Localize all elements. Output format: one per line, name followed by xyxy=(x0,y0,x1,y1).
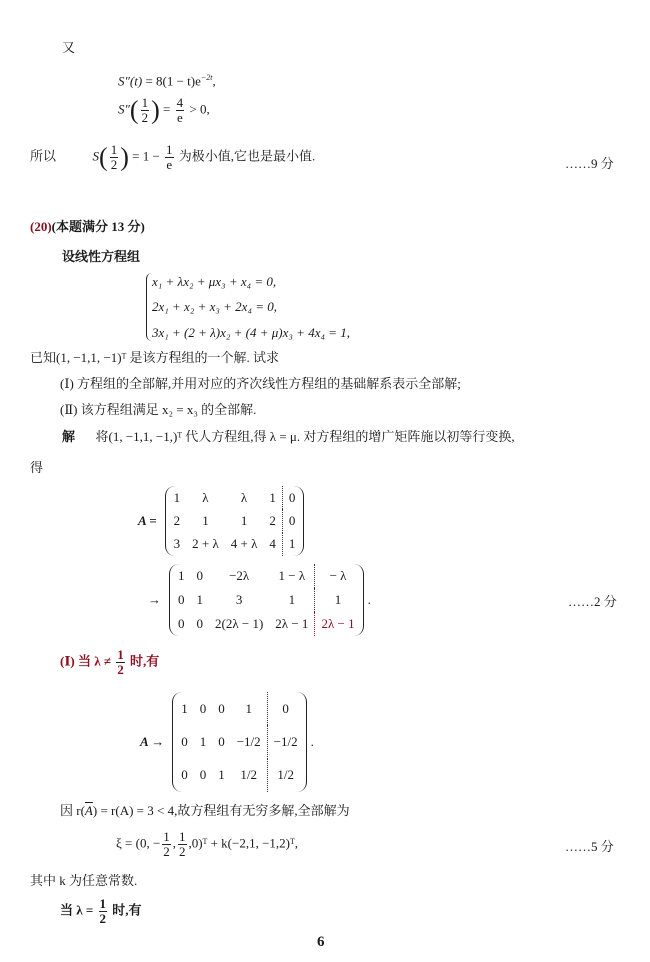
matrix-cell: 1/2 xyxy=(267,759,303,792)
question-points: (本题满分 13 分) xyxy=(51,219,145,234)
augmented-matrix-row xyxy=(138,486,304,556)
matrix-cell: 1 xyxy=(245,700,252,716)
case-prefix: (Ⅰ) 当 λ ≠ xyxy=(60,653,112,669)
fraction: $\frac{1}{2}$ xyxy=(163,829,170,859)
eq-rhs: = 8(1 − t)e xyxy=(145,73,201,89)
question-20-header xyxy=(30,219,145,235)
case-1-heading xyxy=(60,648,159,677)
matrix-cell: 1 xyxy=(218,767,225,783)
augmented-matrix xyxy=(165,486,305,556)
matrix-cell: 0 xyxy=(282,509,301,532)
case-suffix: 时,有 xyxy=(130,653,160,669)
matrix-cell: 0 xyxy=(218,733,225,749)
matrix-cell: 1 xyxy=(269,489,276,505)
given-text: 已知(1, −1,1, −1)ᵀ 是该方程组的一个解. 试求 xyxy=(30,350,280,365)
matrix-row xyxy=(168,486,302,509)
eq-lhs: S″(t) xyxy=(118,73,143,89)
matrix-cell: 2λ − 1 xyxy=(315,612,361,636)
fraction: $\frac{1}{2}$ xyxy=(117,647,124,677)
matrix-cell: 1 xyxy=(181,700,188,716)
matrix-cell: 1 xyxy=(202,512,209,528)
text-you: 又 xyxy=(62,40,76,55)
system-equation-1: x₁ + λx₂ + μx₃ + x₄ = 0, xyxy=(152,274,277,289)
eq-sign: = 1 − xyxy=(132,148,160,164)
matrix-cell: 0 xyxy=(178,616,185,631)
period: . xyxy=(310,734,314,749)
matrix-row xyxy=(175,725,303,758)
matrix-cell: λ xyxy=(240,489,248,505)
solution-text: 将(1, −1,1, −1,)ᵀ 代人方程组,得 λ = μ. 对方程组的增广矩阵施以初等行变换, xyxy=(95,429,515,444)
matrix-cell: 3 xyxy=(173,536,181,552)
matrix-cell: 0 xyxy=(181,767,188,783)
fraction: $\frac{1}{e}$ xyxy=(166,142,173,172)
matrix-cell: 0 xyxy=(218,700,225,716)
matrix-cell: 0 xyxy=(181,733,188,749)
a-bar: $\overline{A}$ xyxy=(84,803,93,818)
question-intro: 设线性方程组 xyxy=(62,249,141,264)
eq-exp: −2t xyxy=(200,73,213,82)
matrix-cell: 1/2 xyxy=(240,767,257,783)
score-9: ……9 分 xyxy=(565,156,614,171)
case-suffix: 时,有 xyxy=(112,902,142,918)
fraction: $\frac{1}{2}$ xyxy=(141,95,149,125)
case-1-matrix-row xyxy=(140,692,314,792)
augmented-matrix-label: A = xyxy=(138,513,157,528)
case-2-heading xyxy=(60,897,142,926)
reduced-matrix xyxy=(169,564,364,636)
matrix-cell: 1 xyxy=(199,733,207,749)
matrix-row xyxy=(172,612,361,636)
matrix-cell: 4 xyxy=(269,536,276,552)
eq-lhs: S″ xyxy=(118,101,130,117)
matrix-cell: 2 + λ xyxy=(192,536,219,552)
matrix-cell: 1 xyxy=(178,568,185,583)
s-symbol: S xyxy=(92,148,100,164)
matrix-cell: 0 xyxy=(199,767,207,783)
general-solution xyxy=(116,830,298,859)
matrix-cell: −1/2 xyxy=(267,725,303,758)
matrix-cell: 0 xyxy=(267,692,303,725)
matrix-cell: 1 xyxy=(173,489,181,505)
equation-s-second-derivative xyxy=(118,70,216,89)
fraction: $\frac{1}{2}$ xyxy=(99,896,107,926)
text-de: 得 xyxy=(30,460,44,475)
question-number: (20) xyxy=(30,219,52,234)
conclusion-prefix: 所以 xyxy=(30,148,57,164)
matrix-cell: 1 xyxy=(196,592,203,607)
matrix-cell: 2(2λ − 1) xyxy=(215,616,264,631)
rank-text-2: ) = r(A) = 3 < 4,故方程组有无穷多解,全部解为 xyxy=(92,803,350,818)
matrix-cell: 2 xyxy=(269,512,276,528)
matrix-row xyxy=(175,692,303,725)
solution-label: 解 xyxy=(62,429,76,444)
equation-s-at-half: S″( $\frac{1}{2}$ ) = $\frac{4}{e}$ > 0, xyxy=(118,95,210,125)
eq-sign: = xyxy=(163,101,171,117)
matrix-cell: 1 xyxy=(282,533,301,556)
matrix-row xyxy=(175,759,303,792)
score-5: ……5 分 xyxy=(565,839,614,854)
matrix-cell: 3 xyxy=(235,592,243,607)
part-1: (Ⅰ) 方程组的全部解,并用对应的齐次线性方程组的基础解系表示全部解; xyxy=(60,376,461,391)
comma: , xyxy=(172,835,177,851)
k-note: 其中 k 为任意常数. xyxy=(30,873,138,888)
fraction: $\frac{4}{e}$ xyxy=(176,95,184,125)
matrix-cell: λ xyxy=(202,489,209,505)
xi-post: ,0)ᵀ + k(−2,1, −1,2)ᵀ, xyxy=(188,835,298,851)
matrix-row xyxy=(172,588,361,612)
matrix-cell: 2 xyxy=(173,512,181,528)
solution-line xyxy=(62,429,515,445)
matrix-cell: −2λ xyxy=(229,568,250,583)
rank-text-1: 因 r( xyxy=(60,803,85,818)
matrix-row xyxy=(168,509,302,532)
score-2: ……2 分 xyxy=(568,594,617,609)
conclusion-text: 为极小值,它也是最小值. xyxy=(178,148,316,164)
rank-statement xyxy=(60,803,350,819)
matrix-cell: 0 xyxy=(199,700,207,716)
arrow: → xyxy=(148,592,161,607)
case-1-matrix xyxy=(172,692,306,792)
matrix-cell: 2λ − 1 xyxy=(275,616,309,631)
matrix-row xyxy=(168,533,302,556)
matrix-cell: 4 + λ xyxy=(230,536,258,552)
xi-pre: ξ = (0, − xyxy=(116,835,161,851)
system-equation-3: 3x₁ + (2 + λ)x₂ + (4 + μ)x₃ + 4x₄ = 1, xyxy=(152,325,351,340)
conclusion-line: 所以 S( $\frac{1}{2}$ ) = 1 − $\frac{1}{e}$ 为极小值,它也是最小值. xyxy=(30,142,316,172)
reduced-matrix-row xyxy=(148,564,371,636)
matrix-cell: 1 xyxy=(315,588,361,612)
matrix-cell: 0 xyxy=(196,568,203,583)
eq-end: , xyxy=(212,73,216,89)
matrix-cell: − λ xyxy=(315,564,361,588)
system-equation-2: 2x₁ + x₂ + x₃ + 2x₄ = 0, xyxy=(152,299,277,314)
part-2: (Ⅱ) 该方程组满足 x₂ = x₃ 的全部解. xyxy=(60,402,257,417)
matrix-row xyxy=(172,564,361,588)
matrix-cell: 0 xyxy=(178,592,185,607)
case-prefix: 当 λ = xyxy=(60,902,94,918)
page-number: 6 xyxy=(317,934,325,950)
matrix-cell: 0 xyxy=(282,486,301,509)
matrix-cell: 0 xyxy=(196,616,203,631)
matrix-cell: 1 xyxy=(288,592,296,607)
matrix-cell: 1 xyxy=(240,512,248,528)
eq-rest: > 0, xyxy=(189,101,210,117)
period: . xyxy=(367,592,371,607)
matrix-cell: −1/2 xyxy=(236,733,261,749)
fraction: $\frac{1}{2}$ xyxy=(110,142,118,172)
matrix-3-label: A → xyxy=(140,734,165,749)
matrix-cell: 1 − λ xyxy=(278,568,306,583)
fraction: $\frac{1}{2}$ xyxy=(179,829,186,859)
